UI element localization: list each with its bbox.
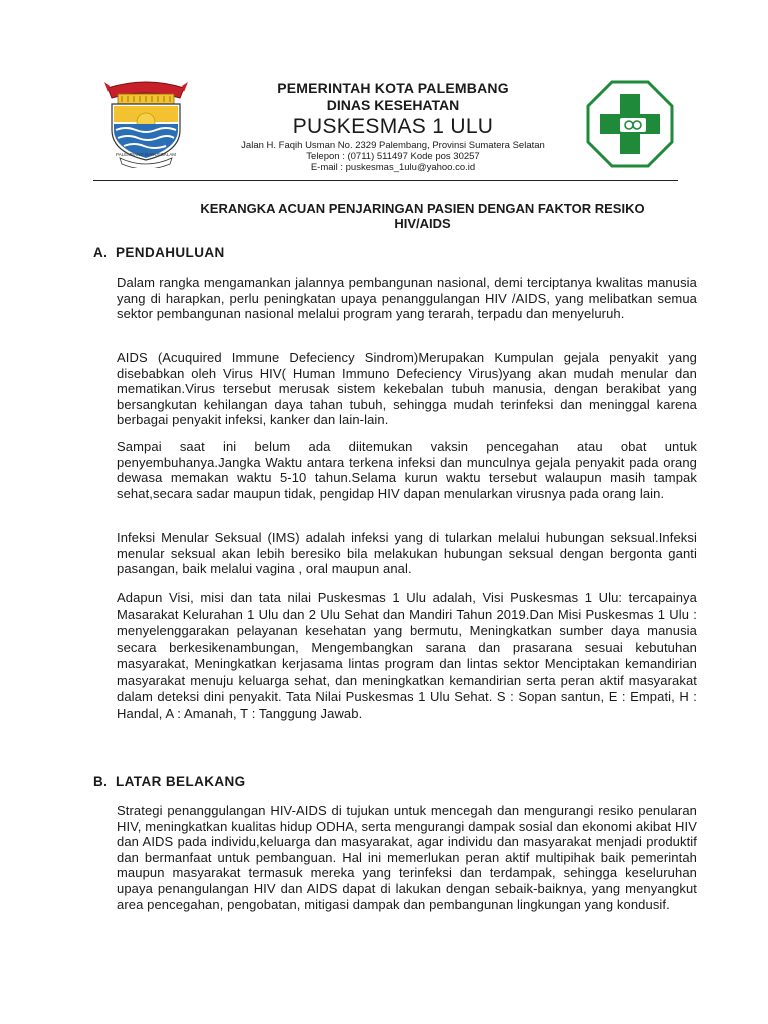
address-line: Jalan H. Faqih Usman No. 2329 Palembang, Provinsi Sumatera Selatan (241, 140, 545, 151)
section-number: A. (93, 245, 108, 260)
paragraph: Dalam rangka mengamankan jalannya pembangunan nasional, demi terciptanya kwalitas manusia yang di harapkan, perlu peningkatan upaya penanggulangan HIV /AIDS, yang melibatkan semua sektor pembangunan nasional melalui program yang terarah, terpadu dan menyeluruh. (117, 275, 697, 322)
section-number: B. (93, 774, 108, 789)
paragraph: Infeksi Menular Seksual (IMS) adalah infeksi yang di tularkan melalui hubungan seksual.Infeksi menular seksual akan lebih beresiko bila melakukan hubungan seksual dengan bergonta ganti pasangan, baik melalui vagina , oral maupun anal. (117, 530, 697, 577)
paragraph: Strategi penanggulangan HIV-AIDS di tujukan untuk mencegah dan mengurangi resiko penularan HIV, meningkatkan kualitas hidup ODHA, serta mengurangi dampak sosial dan ekonomi akibat HIV dan AIDS pada individu,keluarga dan masyarakat, agar individu dan masyarakat menjadi produktif dan bermanfaat untuk pembanguan. Hal ini memerlukan peran aktif multipihak baik pemerintah maupun masyarakat termasuk mereka yang terinfeksi dan terdampak, sehingga keseluruhan upaya penangulangan HIV dan AIDS dapat di lakukan dengan sebaik-baiknya, yang menyangkut area pencegahan, pengobatan, mitigasi dampak dan pembangunan lingkungan yang kondusif. (117, 803, 697, 912)
government-name: PEMERINTAH KOTA PALEMBANG (277, 80, 509, 96)
header-divider (93, 180, 678, 181)
email-line: E-mail : puskesmas_1ulu@yahoo.co.id (310, 162, 476, 173)
paragraph: AIDS (Acuquired Immune Defeciency Sindrom)Merupakan Kumpulan gejala penyakit yang disebabkan oleh Virus HIV( Human Immuno Defeciency Virus)yang akan mudah menular dan mematikan.Virus tersebut merusak sistem kekebalan tubuh manusia, dengan berakibat yang bersangkutan kehilangan daya tahan tubuh, sehingga mudah terinfeksi dan meninggal karena berbagai penyakit infeksi, kanker dan lain-lain. (117, 350, 697, 428)
title-line-2: HIV/AIDS (394, 216, 451, 231)
section-a-heading (93, 245, 225, 260)
section-title: LATAR BELAKANG (116, 774, 246, 789)
section-title: PENDAHULUAN (116, 245, 225, 260)
paragraph: Adapun Visi, misi dan tata nilai Puskesmas 1 Ulu adalah, Visi Puskesmas 1 Ulu: tercapainya Masarakat Kelurahan 1 Ulu dan 2 Ulu Sehat dan Mandiri Tahun 2019.Dan Misi Puskesmas 1 Ulu : menyelenggarakan pelayanan kesehatan yang bermutu, Meningkatkan sumber daya manusia secara berkesikenambungan, Mengembangkan sarana dan prasarana sesuai kebutuhan masyarakat, Meningkatkan kerjasama lintas program dan lintas sektor Menciptakan kemandirian masyarakat menuju keluarga sehat, dan meningkatkan kemandirian serta peran aktif masyarakat dalam deteksi dini penyakit. Tata Nilai Puskesmas 1 Ulu Sehat. S : Sopan santun, E : Empati, H : Handal, A : Amanah, T : Tanggung Jawab. (117, 590, 697, 721)
document-title (110, 201, 735, 231)
puskesmas-cross-logo (586, 80, 674, 168)
institution-name: PUSKESMAS 1 ULU (292, 115, 494, 138)
letterhead (205, 80, 581, 173)
section-b-heading (93, 774, 246, 789)
crest-caption: PALEMBANG DARUSSALAM (116, 152, 176, 157)
department-name: DINAS KESEHATAN (326, 97, 460, 113)
paragraph: Sampai saat ini belum ada diitemukan vaksin pencegahan atau obat untuk penyembuhanya.Jangka Waktu antara terkena infeksi dan munculnya gejala penyakit pada orang dewasa memakan waktu 5-10 tahun.Selama kurun waktu tersebut walaupun masih tampak sehat,secara sadar maupun tidak, pengidap HIV dapan menularkan virusnya pada orang lain. (117, 439, 697, 501)
phone-line: Telepon : (0711) 511497 Kode pos 30257 (306, 151, 480, 162)
title-line-1: KERANGKA ACUAN PENJARINGAN PASIEN DENGAN FAKTOR RESIKO (200, 201, 645, 216)
